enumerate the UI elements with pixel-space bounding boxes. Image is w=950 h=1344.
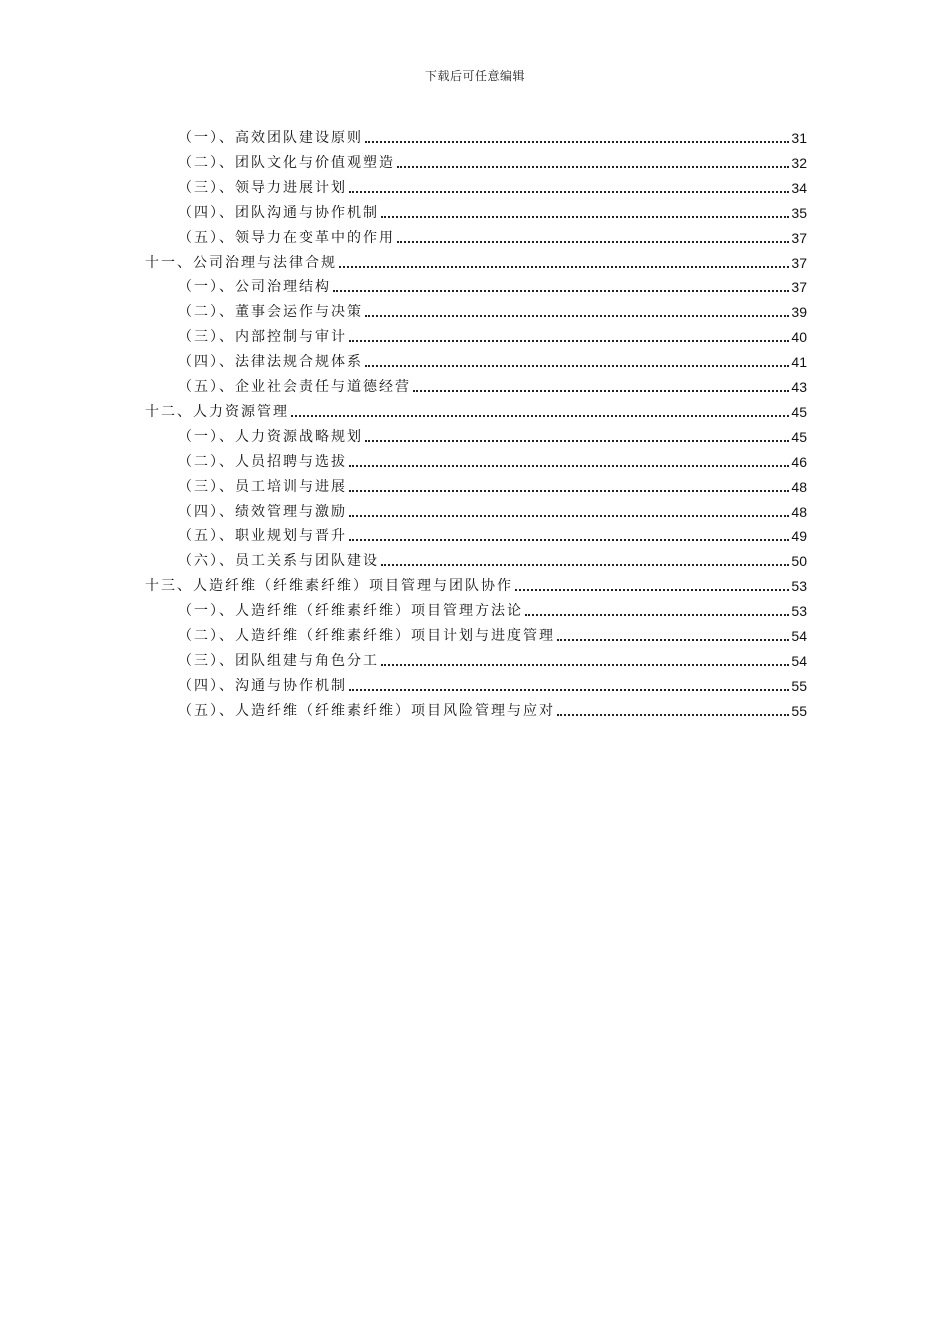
- toc-leader-dots: [381, 664, 789, 666]
- toc-leader-dots: [349, 539, 789, 541]
- toc-leader-dots: [349, 191, 789, 193]
- toc-entry[interactable]: [178, 675, 807, 695]
- toc-entry[interactable]: [178, 351, 807, 371]
- toc-page-number: 32: [791, 154, 807, 171]
- toc-entry-label: （一）、高效团队建设原则: [178, 130, 363, 146]
- toc-entry-label: （二）、人造纤维（纤维素纤维）项目计划与进度管理: [178, 628, 555, 644]
- toc-entry-label: （五）、领导力在变革中的作用: [178, 229, 395, 246]
- toc-entry-label: （二）、董事会运作与决策: [178, 304, 363, 321]
- toc-entry-label: （四）、法律法规合规体系: [178, 354, 363, 371]
- toc-chapter-entry[interactable]: [145, 401, 807, 421]
- toc-entry-label: （四）、团队沟通与协作机制: [178, 204, 379, 221]
- toc-page-number: 45: [791, 403, 807, 420]
- toc-leader-dots: [365, 141, 789, 143]
- toc-page-number: 37: [791, 229, 807, 246]
- toc-page-number: 37: [791, 254, 807, 271]
- toc-page-number: 53: [791, 578, 807, 595]
- toc-leader-dots: [349, 465, 789, 467]
- toc-entry-label: （五）、职业规划与晋升: [178, 528, 347, 545]
- toc-entry[interactable]: [178, 177, 807, 197]
- toc-leader-dots: [515, 589, 789, 591]
- toc-entry[interactable]: [178, 700, 807, 720]
- toc-page-number: 53: [791, 603, 807, 620]
- toc-page-number: 34: [791, 179, 807, 196]
- toc-leader-dots: [291, 415, 789, 417]
- toc-entry[interactable]: [178, 276, 807, 296]
- toc-entry-label: （三）、团队组建与角色分工: [178, 652, 379, 669]
- toc-entry[interactable]: [178, 127, 807, 147]
- toc-entry[interactable]: [178, 202, 807, 222]
- toc-leader-dots: [349, 689, 789, 691]
- toc-page-number: 55: [791, 702, 807, 719]
- toc-page-number: 45: [791, 428, 807, 445]
- toc-leader-dots: [365, 440, 789, 442]
- toc-page-number: 55: [791, 677, 807, 694]
- toc-entry[interactable]: [178, 625, 807, 645]
- toc-page-number: 41: [791, 354, 807, 371]
- toc-entry-label: （一）、公司治理结构: [178, 279, 331, 296]
- toc-entry[interactable]: [178, 550, 807, 570]
- toc-page-number: 37: [791, 279, 807, 296]
- toc-page-number: 39: [791, 304, 807, 321]
- toc-entry-label: （四）、沟通与协作机制: [178, 677, 347, 694]
- toc-entry-label: 十三、人造纤维（纤维素纤维）项目管理与团队协作: [145, 578, 513, 595]
- toc-leader-dots: [365, 315, 789, 317]
- toc-page-number: 31: [791, 130, 807, 146]
- toc-chapter-entry[interactable]: [145, 575, 807, 595]
- toc-page-number: 49: [791, 528, 807, 545]
- toc-page-number: 40: [791, 329, 807, 346]
- toc-entry[interactable]: [178, 476, 807, 496]
- toc-leader-dots: [339, 266, 789, 268]
- toc-entry-label: （五）、人造纤维（纤维素纤维）项目风险管理与应对: [178, 702, 555, 719]
- toc-entry[interactable]: [178, 451, 807, 471]
- toc-entry[interactable]: [178, 152, 807, 172]
- toc-entry[interactable]: [178, 650, 807, 670]
- toc-leader-dots: [381, 216, 789, 218]
- toc-leader-dots: [365, 365, 789, 367]
- toc-entry[interactable]: [178, 501, 807, 521]
- toc-leader-dots: [381, 564, 789, 566]
- toc-leader-dots: [557, 714, 789, 716]
- toc-leader-dots: [557, 639, 789, 641]
- toc-entry-label: 十一、公司治理与法律合规: [145, 254, 337, 271]
- toc-leader-dots: [413, 390, 789, 392]
- toc-entry[interactable]: [178, 600, 807, 620]
- toc-leader-dots: [397, 166, 789, 168]
- toc-entry-label: （一）、人力资源战略规划: [178, 428, 363, 445]
- toc-entry-label: （三）、领导力进展计划: [178, 179, 347, 196]
- toc-entry-label: （四）、绩效管理与激励: [178, 503, 347, 520]
- toc-entry-label: （三）、员工培训与进展: [178, 478, 347, 495]
- page-header: 下载后可任意编辑: [424, 69, 525, 83]
- toc-leader-dots: [349, 515, 789, 517]
- toc-page-number: 54: [791, 628, 807, 644]
- toc-entry[interactable]: [178, 326, 807, 346]
- toc-leader-dots: [349, 340, 789, 342]
- toc-page-number: 50: [791, 553, 807, 570]
- toc-entry-label: （二）、人员招聘与选拔: [178, 453, 347, 470]
- toc-page-number: 54: [791, 652, 807, 669]
- toc-page-number: 48: [791, 503, 807, 520]
- toc-leader-dots: [525, 614, 789, 616]
- toc-entry[interactable]: [178, 301, 807, 321]
- toc-page-number: 35: [791, 204, 807, 221]
- toc-entry-label: （五）、企业社会责任与道德经营: [178, 379, 411, 395]
- toc-entry[interactable]: [178, 525, 807, 545]
- toc-entry[interactable]: [178, 426, 807, 446]
- toc-leader-dots: [397, 241, 789, 243]
- toc-page-number: 48: [791, 478, 807, 495]
- toc-entry-label: （三）、内部控制与审计: [178, 329, 347, 346]
- toc-chapter-entry[interactable]: [145, 252, 807, 272]
- toc-leader-dots: [333, 290, 789, 292]
- toc-entry-label: （六）、员工关系与团队建设: [178, 553, 379, 570]
- toc-entry[interactable]: [178, 227, 807, 247]
- toc-page-number: 43: [791, 379, 807, 395]
- toc-entry-label: （一）、人造纤维（纤维素纤维）项目管理方法论: [178, 603, 523, 620]
- toc-entry-label: 十二、人力资源管理: [145, 403, 289, 420]
- toc-entry[interactable]: [178, 376, 807, 396]
- toc-entry-label: （二）、团队文化与价值观塑造: [178, 154, 395, 171]
- toc-page-number: 46: [791, 453, 807, 470]
- toc-leader-dots: [349, 490, 789, 492]
